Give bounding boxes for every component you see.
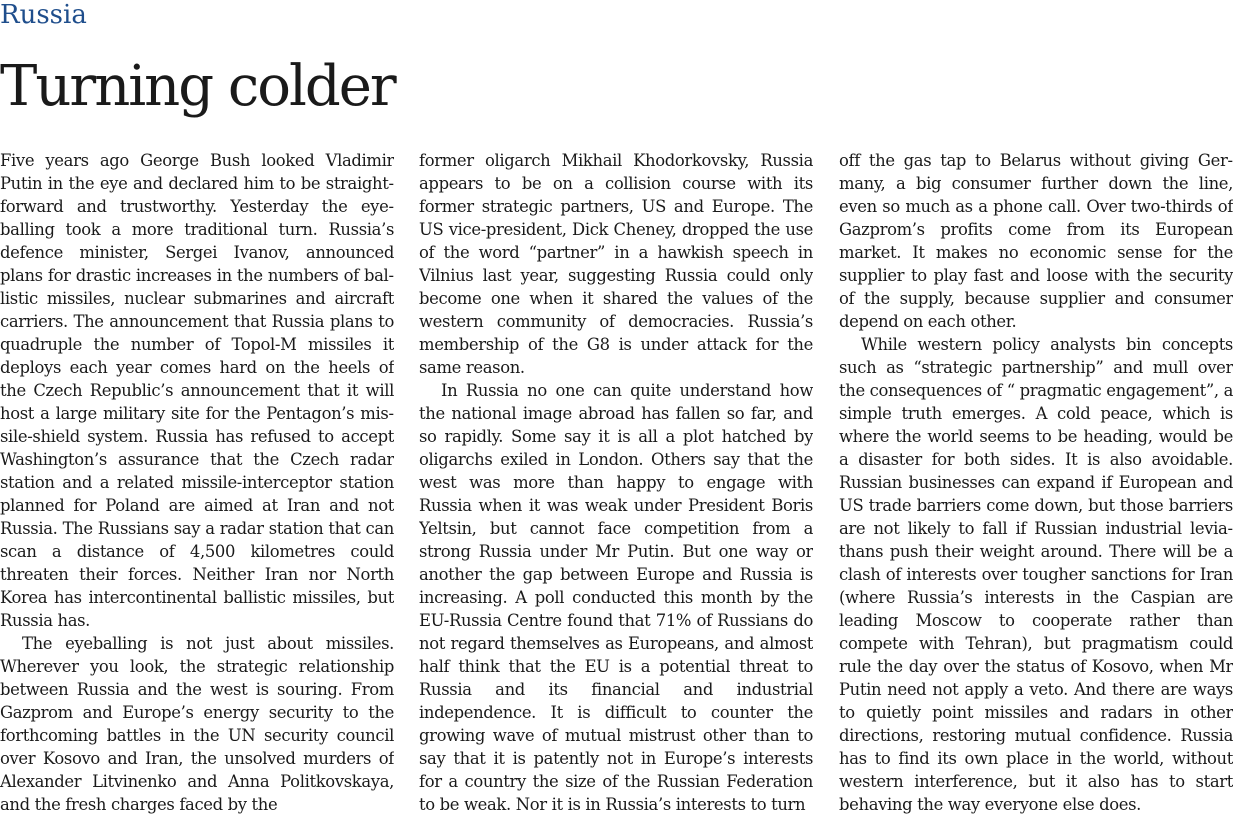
paragraph: off the gas tap to Belarus without giving Germany, a big consumer further down the line, even so much as a phone call. Over two-thirds of Gazprom’s profits come from its European market. It makes no economic sense for the supplier to play fast and loose with the security of the supply, because supplier and consumer depend on each other. [839, 151, 1233, 331]
paragraph: former oligarch Mikhail Khodorkovsky, Russia appears to be on a collision course with its former strategic partners, US and Europe. The US vice-president, Dick Cheney, dropped the use of the word “partner” in a hawkish speech in Vilnius last year, suggesting Russia could only become one when it shared the values of the western community of democracies. Russia’s membership of the G8 is under attack for the same reason. [419, 151, 813, 377]
paragraph: Five years ago George Bush looked Vladimir Putin in the eye and declared him to be straightforward and trustworthy. Yesterday the eyeballing took a more traditional turn. Russia’s defence minister, Sergei Ivanov, announced plans for drastic increases in the numbers of ballistic missiles, nuclear submarines and aircraft carriers. The announcement that Russia plans to quadruple the number of Topol-M missiles it deploys each year comes hard on the heels of the Czech Republic’s announcement that it will host a large military site for the Pentagon’s missile-shield system. Russia has refused to accept Washington’s assurance that the Czech radar station and a related missile-interceptor station planned for Poland are aimed at Iran and not Russia. The Russians say a radar station that can scan a distance of 4,500 kilometres could threaten their forces. Neither Iran nor North Korea has intercontinental ballistic missiles, but Russia has. [0, 151, 394, 630]
article-body [0, 149, 1238, 821]
section-label: Russia [0, 0, 87, 30]
paragraph: While western policy analysts bin concepts such as “strategic partnership” and mull over the consequences of “ pragmatic engagement”, a simple truth emerges. A cold peace, which is where the world seems to be heading, would be a disaster for both sides. It is also avoidable. Russian businesses can expand if European and US trade barriers come down, but those barriers are not likely to fall if Russian industrial leviathans push their weight around. There will be a clash of interests over tougher sanctions for Iran (where Russia’s interests in the Caspian are leading Moscow to cooperate rather than compete with Tehran), but pragmatism could rule the day over the status of Kosovo, when Mr Putin need not apply a veto. And there are ways to quietly point missiles and radars in other directions, restoring mutual confidence. Russia has to find its own place in the world, without western interference, but it also has to start behaving the way everyone else does. [839, 335, 1233, 814]
column-2 [419, 149, 813, 821]
paragraph: The eyeballing is not just about missiles. Wherever you look, the strategic relationship between Russia and the west is souring. From Gazprom and Europe’s energy security to the forthcoming battles in the UN security council over Kosovo and Iran, the unsolved murders of Alexander Litvinenko and Anna Politkovskaya, and the fresh charges faced by the [0, 634, 394, 814]
column-1 [0, 149, 394, 821]
column-3 [839, 149, 1233, 821]
headline: Turning colder [0, 54, 395, 119]
paragraph: In Russia no one can quite understand how the national image abroad has fallen so far, and so rapidly. Some say it is all a plot hatched by oligarchs exiled in London. Others say that the west was more than happy to engage with Russia when it was weak under President Boris Yeltsin, but cannot face competition from a strong Russia under Mr Putin. But one way or another the gap between Europe and Russia is increasing. A poll conducted this month by the EU-Russia Centre found that 71% of Russians do not regard themselves as Europeans, and almost half think that the EU is a potential threat to Russia and its financial and industrial independence. It is difficult to counter the growing wave of mutual mistrust other than to say that it is patently not in Europe’s interests for a country the size of the Russian Federation to be weak. Nor it is in Russia’s interests to turn [419, 381, 813, 814]
